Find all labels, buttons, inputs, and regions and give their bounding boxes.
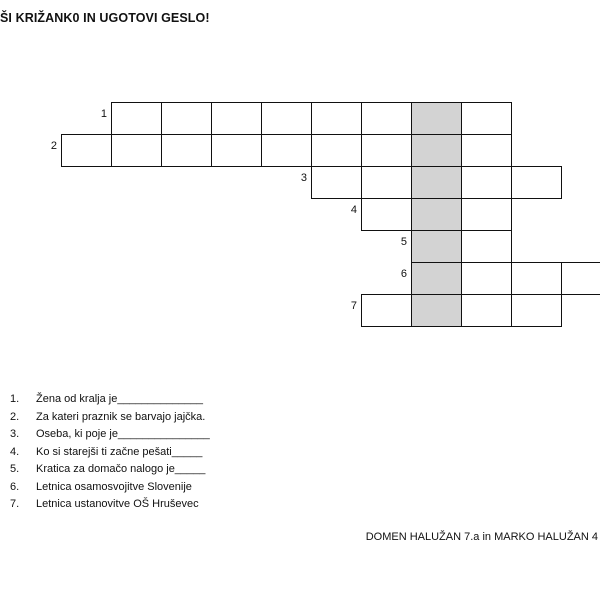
crossword-cell[interactable]	[261, 102, 312, 135]
crossword-cell[interactable]	[361, 102, 412, 135]
crossword-cell[interactable]	[361, 134, 412, 167]
clue-item	[10, 409, 210, 427]
crossword-cell[interactable]	[461, 230, 512, 263]
crossword-cell[interactable]	[461, 198, 512, 231]
crossword-cell[interactable]	[411, 230, 462, 263]
crossword-cell[interactable]	[361, 198, 412, 231]
crossword-cell[interactable]	[111, 102, 162, 135]
clue-text: Letnica ustanovitve OŠ Hruševec	[36, 498, 199, 510]
crossword-cell[interactable]	[361, 166, 412, 199]
clue-number: 4.	[10, 445, 20, 458]
crossword-cell[interactable]	[311, 102, 362, 135]
crossword-cell[interactable]	[411, 294, 462, 327]
row-number-5: 5	[400, 236, 407, 248]
crossword-cell[interactable]	[411, 166, 462, 199]
clue-number: 1.	[10, 393, 20, 405]
crossword-cell[interactable]	[111, 134, 162, 167]
crossword-cell[interactable]	[461, 134, 512, 167]
clue-number: 2.	[10, 410, 20, 423]
crossword-cell[interactable]	[561, 262, 600, 295]
crossword-cell[interactable]	[411, 262, 462, 295]
clue-item	[10, 391, 210, 409]
crossword-cell[interactable]	[461, 102, 512, 135]
clue-item	[10, 496, 210, 514]
crossword-cell[interactable]	[211, 134, 262, 167]
crossword-cell[interactable]	[311, 166, 362, 199]
crossword-cell[interactable]	[411, 102, 462, 135]
clue-number: 6.	[10, 480, 20, 493]
crossword-cell[interactable]	[511, 166, 562, 199]
clue-item	[10, 426, 210, 444]
clue-text: Letnica osamosvojitve Slovenije	[36, 480, 192, 493]
clue-item	[10, 461, 210, 479]
crossword-cell[interactable]	[361, 294, 412, 327]
crossword-cell[interactable]	[461, 294, 512, 327]
author-line: DOMEN HALUŽAN 7.a in MARKO HALUŽAN 4	[365, 531, 598, 543]
clue-text: Za kateri praznik se barvajo jajčka.	[36, 410, 206, 423]
crossword-cell[interactable]	[211, 102, 262, 135]
clue-list	[10, 391, 210, 514]
clue-number: 5.	[10, 463, 20, 475]
clue-item	[10, 479, 210, 497]
row-number-4: 4	[350, 204, 357, 216]
row-number-1: 1	[100, 108, 107, 120]
crossword-cell[interactable]	[161, 134, 212, 167]
crossword-cell[interactable]	[461, 262, 512, 295]
row-number-6: 6	[400, 268, 407, 280]
crossword-cell[interactable]	[61, 134, 112, 167]
row-number-7: 7	[350, 300, 357, 312]
clue-text: Žena od kralja je______________	[36, 393, 203, 405]
row-number-3: 3	[300, 172, 307, 184]
crossword-cell[interactable]	[511, 262, 562, 295]
row-number-2: 2	[50, 140, 57, 152]
clue-number: 7.	[10, 498, 20, 510]
crossword-cell[interactable]	[161, 102, 212, 135]
clue-number: 3.	[10, 428, 20, 440]
crossword-cell[interactable]	[311, 134, 362, 167]
crossword-cell[interactable]	[411, 198, 462, 231]
clue-text: Kratica za domačo nalogo je_____	[36, 463, 206, 475]
crossword-cell[interactable]	[511, 294, 562, 327]
page-title: ŠI KRIŽANK0 IN UGOTOVI GESLO!	[0, 11, 210, 25]
clue-item	[10, 444, 210, 462]
clue-text: Oseba, ki poje je_______________	[36, 428, 210, 440]
crossword-cell[interactable]	[261, 134, 312, 167]
crossword-cell[interactable]	[461, 166, 512, 199]
clue-text: Ko si starejši ti začne pešati_____	[36, 445, 203, 458]
crossword-cell[interactable]	[411, 134, 462, 167]
